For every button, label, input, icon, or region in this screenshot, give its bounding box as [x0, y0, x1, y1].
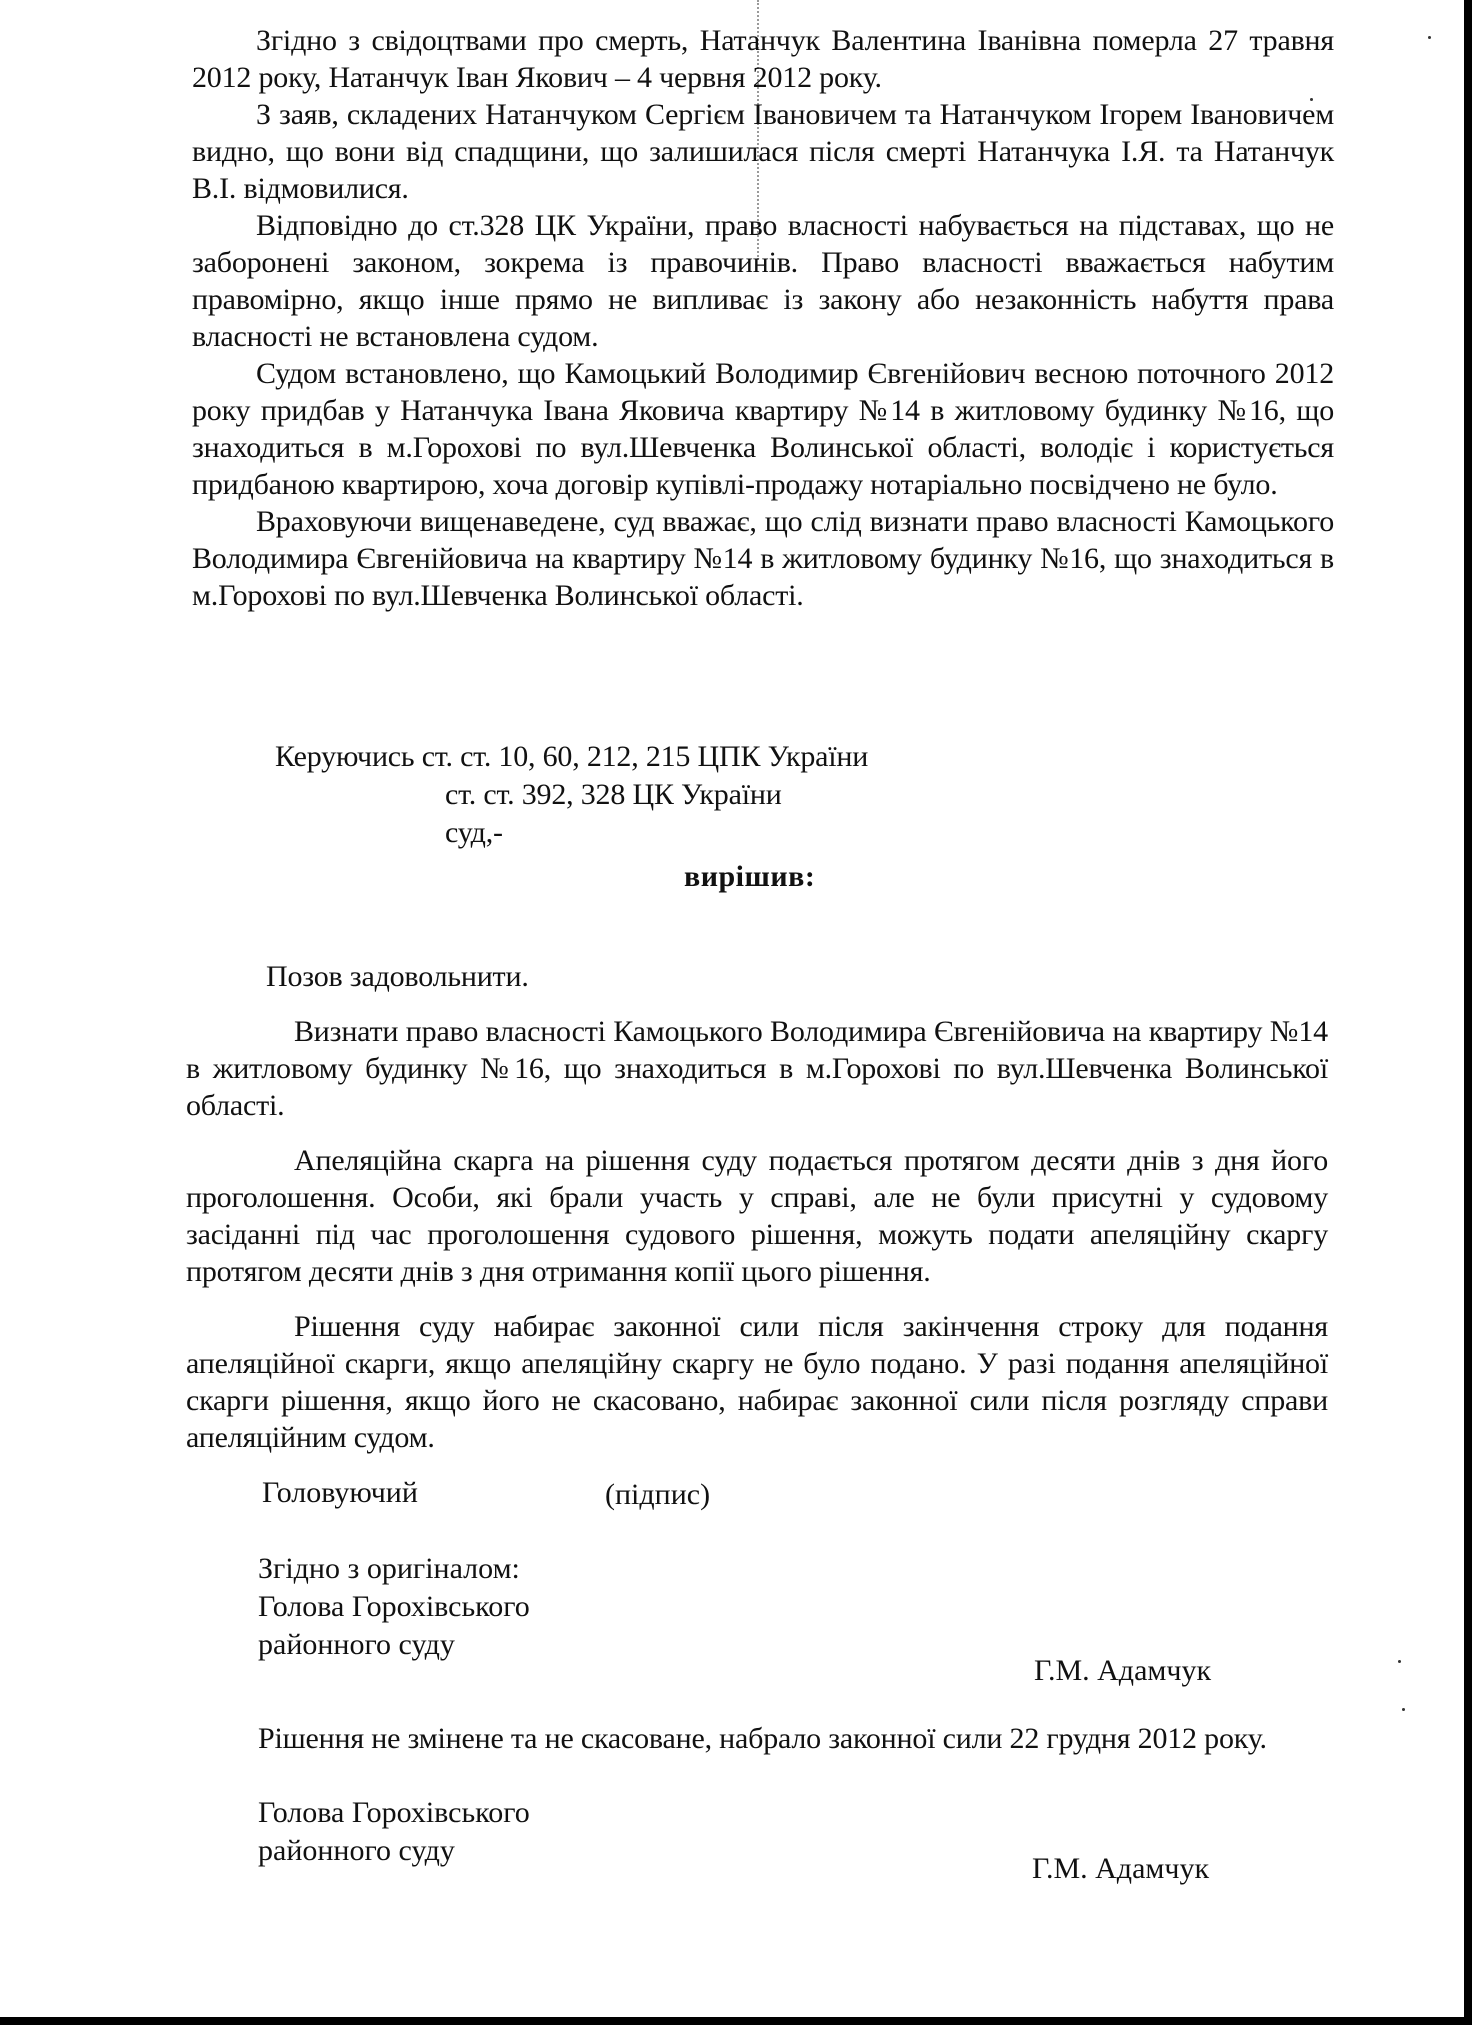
- scan-speck: [1402, 1708, 1405, 1711]
- decision-heading: вирішив:: [684, 860, 816, 893]
- scan-speck: [1398, 1660, 1401, 1663]
- paragraph-heirs-refusal: З заяв, складених Натанчуком Сергієм Івановичем та Натанчуком Ігорем Івановичем видно, що вони від спадщини, що залишилася після смерті Натанчука І.Я. та Натанчук В.І. відмовилися.: [192, 98, 1334, 205]
- decision-section: [186, 958, 1328, 1456]
- court-name: районного суду: [258, 1628, 455, 1661]
- final-note-text: Рішення не змінене та не скасоване, набрало законної сили 22 грудня 2012 року.: [258, 1722, 1267, 1755]
- final-note: [174, 1720, 1314, 1757]
- paragraph-ownership-recognized: Визнати право власності Камоцького Володимира Євгенійовича на квартиру №14 в житловому будинку №16, що знаходиться в м.Горохові по вул.Шевченка Волинської області.: [186, 1015, 1328, 1122]
- articles-line-cc: ст. ст. 392, 328 ЦК України: [445, 778, 782, 811]
- judge-name: Г.М. Адамчук: [1034, 1654, 1212, 1687]
- scan-speck: [1428, 36, 1431, 39]
- paragraph-claim-satisfied: Позов задовольнити.: [266, 960, 529, 993]
- presiding-judge-label: Головуючий: [262, 1476, 418, 1509]
- legal-articles-reference: [275, 738, 868, 852]
- paragraph-death-certificates: Згідно з свідоцтвами про смерть, Натанчук Валентина Іванівна померла 27 травня 2012 року, Натанчук Іван Якович – 4 червня 2012 року.: [192, 24, 1334, 94]
- articles-line-court: суд,-: [445, 816, 503, 849]
- paragraph-appeal-procedure: Апеляційна скарга на рішення суду подається протягом десяти днів з дня його проголошення. Особи, які брали участь у справі, але не були присутні у судовому засіданні під час проголошення судового рішення, можуть подати апеляційну скаргу протягом десяти днів з дня отримання копії цього рішення.: [186, 1144, 1328, 1288]
- paragraph-court-findings: Судом встановлено, що Камоцький Володимир Євгенійович весною поточного 2012 року придбав у Натанчука Івана Яковича квартиру №14 в житловому будинку №16, що знаходиться в м.Горохові по вул.Шевченка Волинської області, володіє і користується придбаною квартирою, хоча договір купівлі-продажу нотаріально посвідчено не було.: [192, 357, 1334, 501]
- scan-border-bottom: [0, 2017, 1472, 2025]
- court-name: районного суду: [258, 1834, 455, 1867]
- scan-border-right: [1464, 0, 1472, 2025]
- judge-name: Г.М. Адамчук: [1032, 1852, 1210, 1885]
- articles-line-cpc: Керуючись ст. ст. 10, 60, 212, 215 ЦПК України: [275, 740, 869, 773]
- certified-copy-label: Згідно з оригіналом:: [258, 1552, 520, 1585]
- signature-placeholder: (підпис): [605, 1478, 711, 1511]
- court-head-title: Голова Горохівського: [258, 1796, 530, 1829]
- paragraph-legal-basis: Відповідно до ст.328 ЦК України, право власності набувається на підставах, що не заборонені законом, зокрема із правочинів. Право власності вважається набутим правомірно, якщо інше прямо не випливає із закону або незаконність набуття права власності не встановлена судом.: [192, 209, 1334, 353]
- paragraph-conclusion: Враховуючи вищенаведене, суд вважає, що слід визнати право власності Камоцького Володимира Євгенійовича на квартиру №14 в житловому будинку №16, що знаходиться в м.Горохові по вул.Шевченка Волинської області.: [192, 505, 1334, 612]
- paragraph-entry-into-force: Рішення суду набирає законної сили після закінчення строку для подання апеляційної скарги, якщо апеляційну скаргу не було подано. У разі подання апеляційної скарги рішення, якщо його не скасовано, набирає законної сили після розгляду справи апеляційним судом.: [186, 1310, 1328, 1454]
- certified-copy-block: [258, 1550, 530, 1664]
- final-certification-block: [258, 1794, 530, 1870]
- reasoning-section: [192, 22, 1334, 614]
- court-head-title: Голова Горохівського: [258, 1590, 530, 1623]
